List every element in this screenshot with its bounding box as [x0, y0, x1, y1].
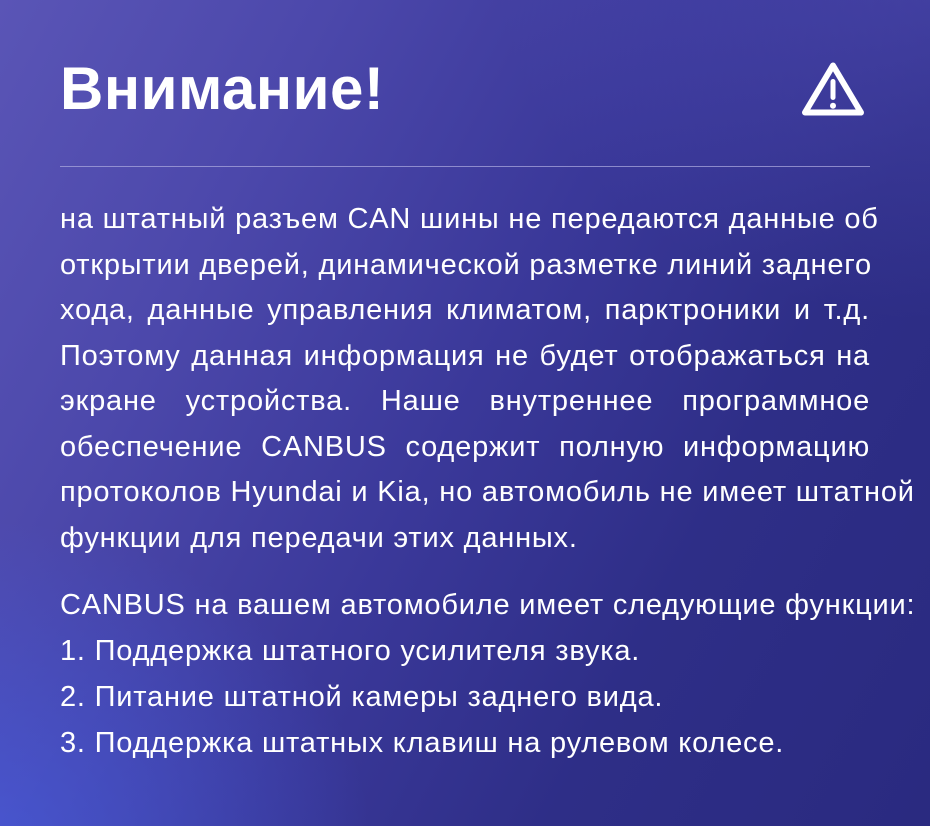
paragraph-line: экране устройства. Наше внутреннее программное: [60, 385, 870, 417]
functions-intro: CANBUS на вашем автомобиле имеет следующие функции:: [60, 589, 916, 621]
header: [60, 0, 870, 122]
paragraph-line: функции для передачи этих данных.: [60, 521, 578, 554]
paragraph-line: Поэтому данная информация не будет отображаться на: [60, 339, 870, 372]
paragraph-line: на штатный разъем CAN шины не передаются данные об: [60, 203, 879, 235]
warning-triangle-icon: [798, 59, 868, 121]
paragraph-line: хода, данные управления климатом, парктроники и т.д.: [60, 294, 870, 326]
main-paragraph: [60, 197, 915, 561]
list-item: 1. Поддержка штатного усилителя звука.: [60, 635, 641, 667]
paragraph-line: обеспечение CANBUS содержит полную информацию: [60, 430, 870, 463]
functions-section: [60, 582, 916, 766]
paragraph-line: протоколов Hyundai и Kia, но автомобиль не имеет штатной: [60, 476, 915, 508]
page-title: Внимание!: [60, 55, 385, 122]
paragraph-line: открытии дверей, динамической разметке линий заднего: [60, 248, 872, 281]
list-item: 2. Питание штатной камеры заднего вида.: [60, 681, 664, 713]
list-item: 3. Поддержка штатных клавиш на рулевом колесе.: [60, 727, 785, 759]
divider: [60, 166, 870, 167]
